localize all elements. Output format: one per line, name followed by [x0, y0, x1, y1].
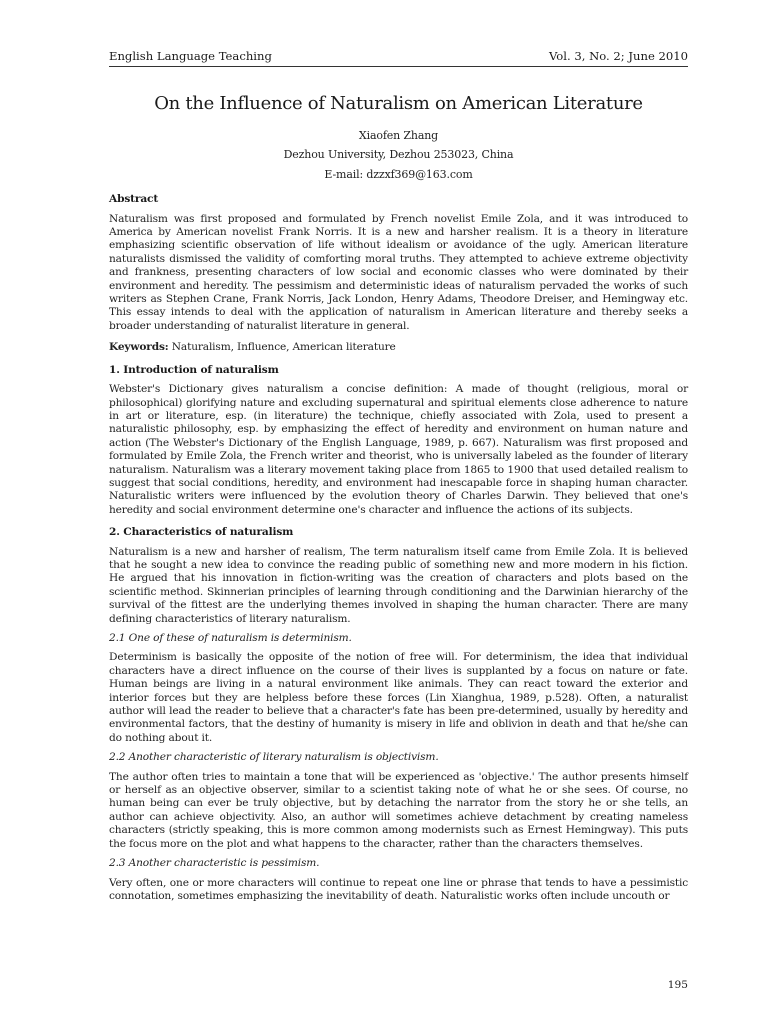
abstract-heading: Abstract — [109, 193, 159, 206]
section-2-text: Naturalism is a new and harsher of realism, The term naturalism itself came from Emile Zola. It is believed that he sought a new idea to convince the reading public of something new and more modern in his fiction. He argued that his innovation in fiction-writing was the creation of characters and plots based on the scientific method. Skinnerian principles of learning through conditioning and the Darwinian hierarchy of the survival of the fittest are the underlying themes involved in shaping the human character. There are many defining characteristics of literary naturalism. — [109, 545, 688, 625]
article-title: On the Influence of Naturalism on American Literature — [154, 93, 643, 114]
subsection-2-1-text: Determinism is basically the opposite of the notion of free will. For determinism, the idea that individual characters have a direct influence on the course of their lives is supplanted by a focus on nature or fate. Human beings are living in a natural environment like animals. They can react toward the exterior and interior forces but they are helpless before these forces (Lin Xianghua, 1989, p.528). Often, a naturalist author will lead the reader to believe that a character's fate has been pre-determined, usually by heredity and environmental factors, that the destiny of humanity is misery in life and oblivion in death and that he/she can do nothing about it. — [109, 651, 688, 744]
author-email: E-mail: dzzxf369@163.com — [324, 167, 473, 181]
keywords-label: Keywords: — [109, 341, 169, 354]
subsection-2-3-text: Very often, one or more characters will continue to repeat one line or phrase that tends to have a pessimistic connotation, sometimes emphasizing the inevitability of death. Naturalistic works often include uncouth or — [109, 876, 688, 902]
running-header — [109, 49, 688, 63]
issue-info: Vol. 3, No. 2; June 2010 — [548, 49, 688, 63]
abstract-text: Naturalism was first proposed and formulated by French novelist Emile Zola, and it was introduced to America by American novelist Frank Norris. It is a new and harsher realism. It is a theory in literature emphasizing scientific observation of life without idealism or avoidance of the ugly. American literature naturalists dismissed the validity of comforting moral truths. They attempted to achieve extreme objectivity and frankness, presenting characters of low social and economic classes who were dominated by their environment and heredity. The pessimism and deterministic ideas of naturalism pervaded the works of such writers as Stephen Crane, Frank Norris, Jack London, Henry Adams, Theodore Dreiser, and Hemingway etc. This essay intends to deal with the application of naturalism in American literature and thereby seeks a broader understanding of naturalist literature in general. — [109, 212, 688, 332]
journal-name: English Language Teaching — [109, 49, 272, 63]
section-1-heading: 1. Introduction of naturalism — [109, 363, 279, 376]
subsection-2-2-heading: 2.2 Another characteristic of literary naturalism is objectivism. — [109, 751, 439, 764]
section-1-text: Webster's Dictionary gives naturalism a concise definition: A made of thought (religious, moral or philosophical) glorifying nature and excluding supernatural and spiritual elements close adherence to nature in art or literature, esp. (in literature) the technique, chiefly associated with Zola, used to present a naturalistic philosophy, esp. by emphasizing the effect of heredity and environment on human nature and action (The Webster's Dictionary of the English Language, 1989, p. 667). Naturalism was first proposed and formulated by Emile Zola, the French writer and theorist, who is universally labeled as the founder of literary naturalism. Naturalism was a literary movement taking place from 1865 to 1900 that used detailed realism to suggest that social conditions, heredity, and environment had inescapable force in shaping human character. Naturalistic writers were influenced by the evolution theory of Charles Darwin. They believed that one's heredity and social environment determine one's character and influence the actions of its subjects. — [109, 383, 688, 516]
author-name: Xiaofen Zhang — [358, 129, 439, 142]
subsection-2-1-heading: 2.1 One of these of naturalism is determinism. — [109, 632, 352, 644]
author-affiliation: Dezhou University, Dezhou 253023, China — [283, 148, 514, 162]
subsection-2-2-text: The author often tries to maintain a tone that will be experienced as 'objective.' The author presents himself or herself as an objective observer, similar to a scientist taking note of what he or she sees. Of course, no human being can ever be truly objective, but by detaching the narrator from the story he or she tells, an author can achieve objectivity. Also, an author will sometimes achieve detachment by creating nameless characters (strictly speaking, this is more common among modernists such as Ernest Hemingway). This puts the focus more on the plot and what happens to the character, rather than the characters themselves. — [109, 770, 688, 850]
subsection-2-3-heading: 2.3 Another characteristic is pessimism. — [109, 857, 320, 870]
section-2-heading: 2. Characteristics of naturalism — [109, 526, 294, 539]
header-rule — [109, 66, 688, 67]
keywords-line — [109, 341, 688, 354]
article-body — [109, 93, 688, 909]
keywords-text: Naturalism, Influence, American literature — [171, 341, 396, 354]
page-number: 195 — [667, 979, 688, 991]
